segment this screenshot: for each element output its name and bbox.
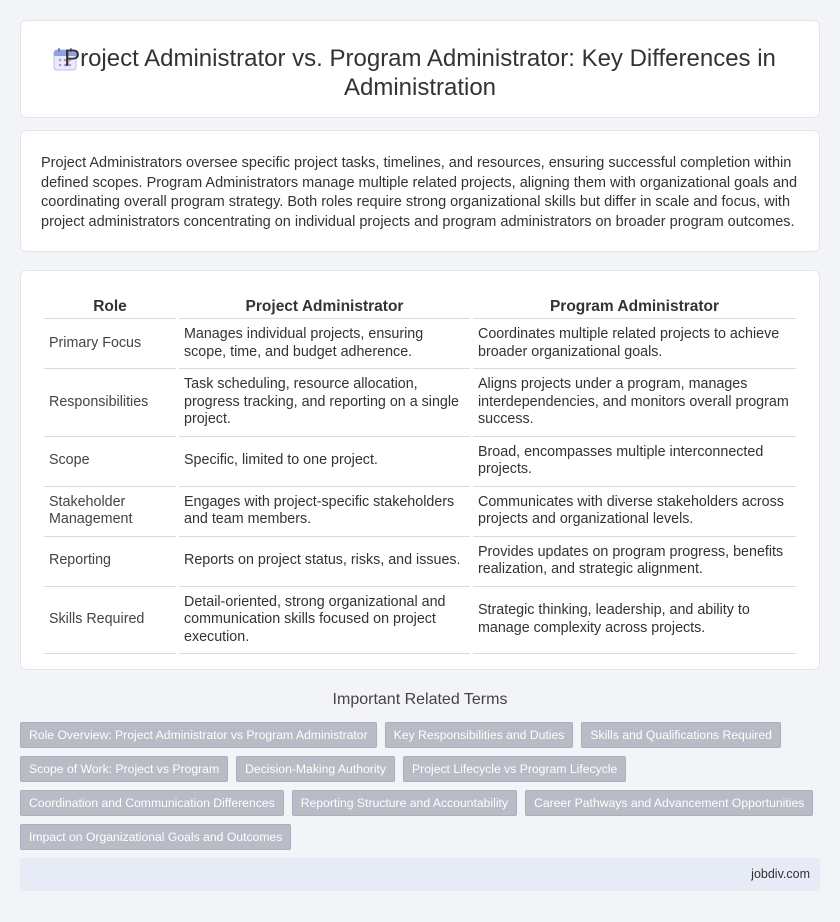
row-role: Skills Required (44, 587, 176, 655)
row-program-value: Communicates with diverse stakeholders across projects and organizational levels. (473, 487, 796, 537)
table-row (44, 319, 796, 369)
row-role: Responsibilities (44, 369, 176, 437)
row-program-value: Coordinates multiple related projects to achieve broader organizational goals. (473, 319, 796, 369)
row-role: Primary Focus (44, 319, 176, 369)
comparison-table (41, 295, 799, 654)
related-terms-list (20, 722, 820, 850)
row-program-value: Provides updates on program progress, benefits realization, and strategic alignment. (473, 537, 796, 587)
related-term-tag[interactable]: Coordination and Communication Differences (20, 790, 284, 816)
related-term-tag[interactable]: Project Lifecycle vs Program Lifecycle (403, 756, 626, 782)
table-row (44, 369, 796, 437)
row-project-value: Engages with project-specific stakeholders and team members. (179, 487, 470, 537)
footer-site-link[interactable]: jobdiv.com (751, 867, 810, 881)
summary-text: Project Administrators oversee specific project tasks, timelines, and resources, ensuring successful completion within defined scopes. Program Administrators manage multiple related projects, aligning them with organizational goals and coordinating overall program strategy. Both roles require strong organizational skills but differ in scale and focus, with project administrators concentrating on individual projects and program administrators on broader program outcomes. (41, 155, 798, 230)
header-role: Role (44, 295, 176, 319)
table-row (44, 487, 796, 537)
row-project-value: Detail-oriented, strong organizational and communication skills focused on project execution. (179, 587, 470, 655)
header-project-administrator: Project Administrator (179, 295, 470, 319)
related-term-tag[interactable]: Reporting Structure and Accountability (292, 790, 517, 816)
table-header-row (44, 295, 796, 319)
row-role: Reporting (44, 537, 176, 587)
table-row (44, 437, 796, 487)
summary-card (20, 130, 820, 252)
related-term-tag[interactable]: Key Responsibilities and Duties (385, 722, 574, 748)
comparison-card (20, 270, 820, 670)
table-row (44, 537, 796, 587)
row-project-value: Task scheduling, resource allocation, progress tracking, and reporting on a single project. (179, 369, 470, 437)
row-role: Scope (44, 437, 176, 487)
title-card (20, 20, 820, 118)
related-terms-title: Important Related Terms (332, 691, 508, 708)
header-program-administrator: Program Administrator (473, 295, 796, 319)
footer (20, 858, 820, 891)
row-program-value: Strategic thinking, leadership, and ability to manage complexity across projects. (473, 587, 796, 655)
related-term-tag[interactable]: Skills and Qualifications Required (581, 722, 781, 748)
related-term-tag[interactable]: Decision-Making Authority (236, 756, 395, 782)
row-project-value: Reports on project status, risks, and issues. (179, 537, 470, 587)
row-program-value: Aligns projects under a program, manages interdependencies, and monitors overall program success. (473, 369, 796, 437)
row-program-value: Broad, encompasses multiple interconnected projects. (473, 437, 796, 487)
related-term-tag[interactable]: Scope of Work: Project vs Program (20, 756, 228, 782)
row-project-value: Manages individual projects, ensuring scope, time, and budget adherence. (179, 319, 470, 369)
page-title: Project Administrator vs. Program Administrator: Key Differences in Administration (64, 45, 776, 101)
related-term-tag[interactable]: Impact on Organizational Goals and Outcomes (20, 824, 291, 850)
related-term-tag[interactable]: Career Pathways and Advancement Opportunities (525, 790, 813, 816)
row-role: Stakeholder Management (44, 487, 176, 537)
table-row (44, 587, 796, 655)
row-project-value: Specific, limited to one project. (179, 437, 470, 487)
related-term-tag[interactable]: Role Overview: Project Administrator vs Program Administrator (20, 722, 377, 748)
